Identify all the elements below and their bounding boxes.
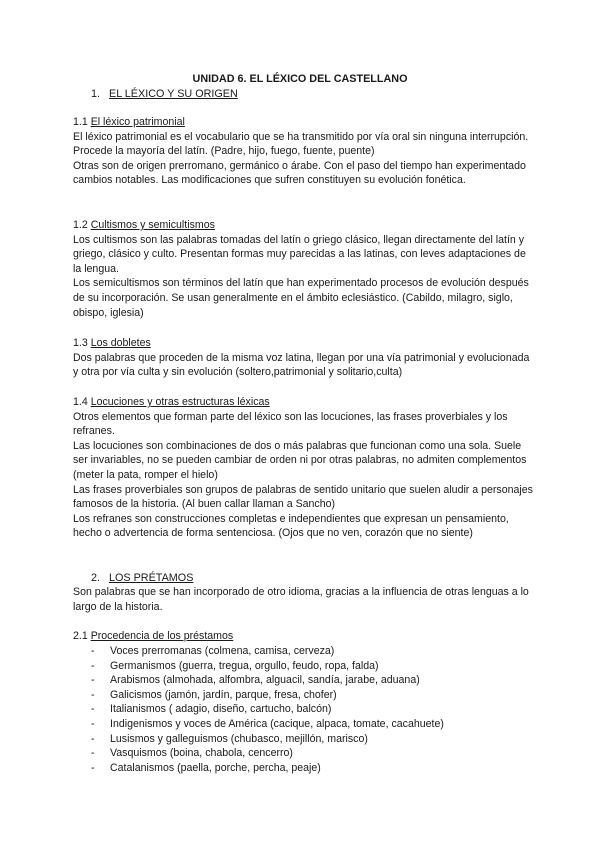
section-1-1 (73, 115, 533, 188)
section-1-4-paragraph: Los refranes son construcciones completas e independientes que expresan un pensamiento, hecho o advertencia de forma sentenciosa. (Ojos que no ven, corazón que no siente) (73, 512, 509, 540)
section-1-1-number: 1.1 (73, 116, 88, 128)
list-item (73, 688, 533, 703)
heading-1 (91, 87, 238, 102)
section-1-4-number: 1.4 (73, 396, 88, 408)
section-1-3-paragraph: Dos palabras que proceden de la misma voz latina, llegan por una vía patrimonial y evolucionada y otra por vía culta y sin evolución (soltero,patrimonial y solitario,culta) (73, 351, 530, 379)
section-1-2 (73, 218, 533, 320)
list-item (73, 702, 533, 717)
section-1-1-paragraph: Otras son de origen prerromano, germánico o árabe. Con el paso del tiempo han experimentado cambios notables. Las modificaciones que sufren constituyen su evolución fonética. (73, 159, 526, 187)
list-item-text: Italianismos ( adagio, diseño, cartucho, balcón) (110, 703, 332, 716)
prestamos-intro-block (73, 585, 533, 614)
heading-2 (91, 571, 193, 586)
section-1-4-paragraph: Otros elementos que forman parte del léxico son las locuciones, las frases proverbiales y los refranes. (73, 410, 508, 438)
section-1-4-heading (73, 395, 533, 410)
prestamos-list (73, 644, 533, 775)
section-1-4 (73, 395, 533, 541)
list-bullet: - (91, 659, 95, 672)
section-1-2-number: 1.2 (73, 219, 88, 231)
heading-2-label: LOS PRÉTAMOS (109, 572, 194, 584)
list-item (73, 746, 533, 761)
list-bullet: - (91, 761, 95, 774)
list-item (73, 761, 533, 776)
section-1-1-paragraph: El léxico patrimonial es el vocabulario que se ha transmitido por vía oral sin ninguna interrupción. Procede la mayoría del latín. (Padre, hijo, fuego, fuente, puente) (73, 130, 529, 158)
list-item-text: Galicismos (jamón, jardín, parque, fresa, chofer) (110, 688, 337, 701)
section-2-1 (73, 629, 533, 644)
list-item-text: Arabismos (almohada, alfombra, alguacil, sandía, jarabe, aduana) (110, 674, 420, 687)
list-bullet: - (91, 703, 95, 716)
section-1-4-paragraph: Las frases proverbiales son grupos de palabras de sentido unitario que suelen aludir a personajes famosos de la historia. (Al buen callar llaman a Sancho) (73, 483, 533, 511)
list-item-text: Lusismos y galleguismos (chubasco, mejillón, marisco) (110, 732, 368, 745)
section-1-2-heading (73, 218, 533, 233)
section-1-4-title: Locuciones y otras estructuras léxicas (90, 396, 270, 408)
prestamos-intro: Son palabras que se han incorporado de otro idioma, gracias a la influencia de otras lenguas a lo largo de la historia. (73, 586, 529, 613)
section-1-2-paragraph: Los cultismos son las palabras tomadas del latín o griego clásico, llegan directamente del latín y griego, clásico y culto. Presentan formas muy parecidas a las latinas, con leves adaptaciones de la lengua. (73, 233, 526, 275)
list-bullet: - (91, 717, 95, 730)
section-1-3-heading (73, 336, 533, 351)
list-item (73, 644, 533, 659)
list-item-text: Voces prerromanas (colmena, camisa, cerveza) (110, 645, 335, 657)
list-item-text: Catalanismos (paella, porche, percha, peaje) (110, 761, 321, 774)
list-item-text: Indigenismos y voces de América (cacique, alpaca, tomate, cacahuete) (110, 717, 444, 730)
section-1-3-number: 1.3 (73, 337, 88, 349)
list-item (73, 673, 533, 688)
section-1-2-paragraph: Los semicultismos son términos del latín que han experimentado procesos de evolución después de su incorporación. Se usan generalmente en el ámbito eclesiástico. (Cabildo, milagro, siglo, obispo, iglesia) (73, 277, 529, 319)
section-1-1-title: El léxico patrimonial (90, 116, 185, 128)
list-bullet: - (91, 674, 95, 687)
list-item-text: Germanismos (guerra, tregua, orgullo, feudo, ropa, falda) (110, 659, 379, 672)
section-1-1-heading (73, 115, 533, 130)
list-bullet: - (91, 688, 95, 701)
list-item (73, 732, 533, 747)
section-1-2-title: Cultismos y semicultismos (90, 219, 215, 231)
list-bullet: - (91, 645, 95, 657)
list-bullet: - (91, 732, 95, 745)
list-item-text: Vasquismos (boina, chabola, cencerro) (110, 747, 293, 760)
heading-1-label: EL LÉXICO Y SU ORIGEN (109, 88, 238, 100)
heading-1-number: 1. (91, 88, 101, 100)
section-2-1-title: Procedencia de los préstamos (90, 630, 234, 642)
list-bullet: - (91, 747, 95, 760)
section-1-3-title: Los dobletes (90, 337, 151, 349)
section-2-1-number: 2.1 (73, 630, 88, 642)
list-item (73, 659, 533, 674)
section-1-4-paragraph: Las locuciones son combinaciones de dos o más palabras que funcionan como una sola. Suele ser invariables, no se pueden cambiar de orden ni por otras palabras, no admiten complementos (meter la pata, romper el hielo) (73, 439, 527, 481)
heading-2-number: 2. (91, 572, 101, 584)
section-1-3 (73, 336, 533, 380)
document-title: UNIDAD 6. EL LÉXICO DEL CASTELLANO (192, 73, 408, 85)
section-2-1-heading (73, 629, 533, 644)
list-item (73, 717, 533, 732)
